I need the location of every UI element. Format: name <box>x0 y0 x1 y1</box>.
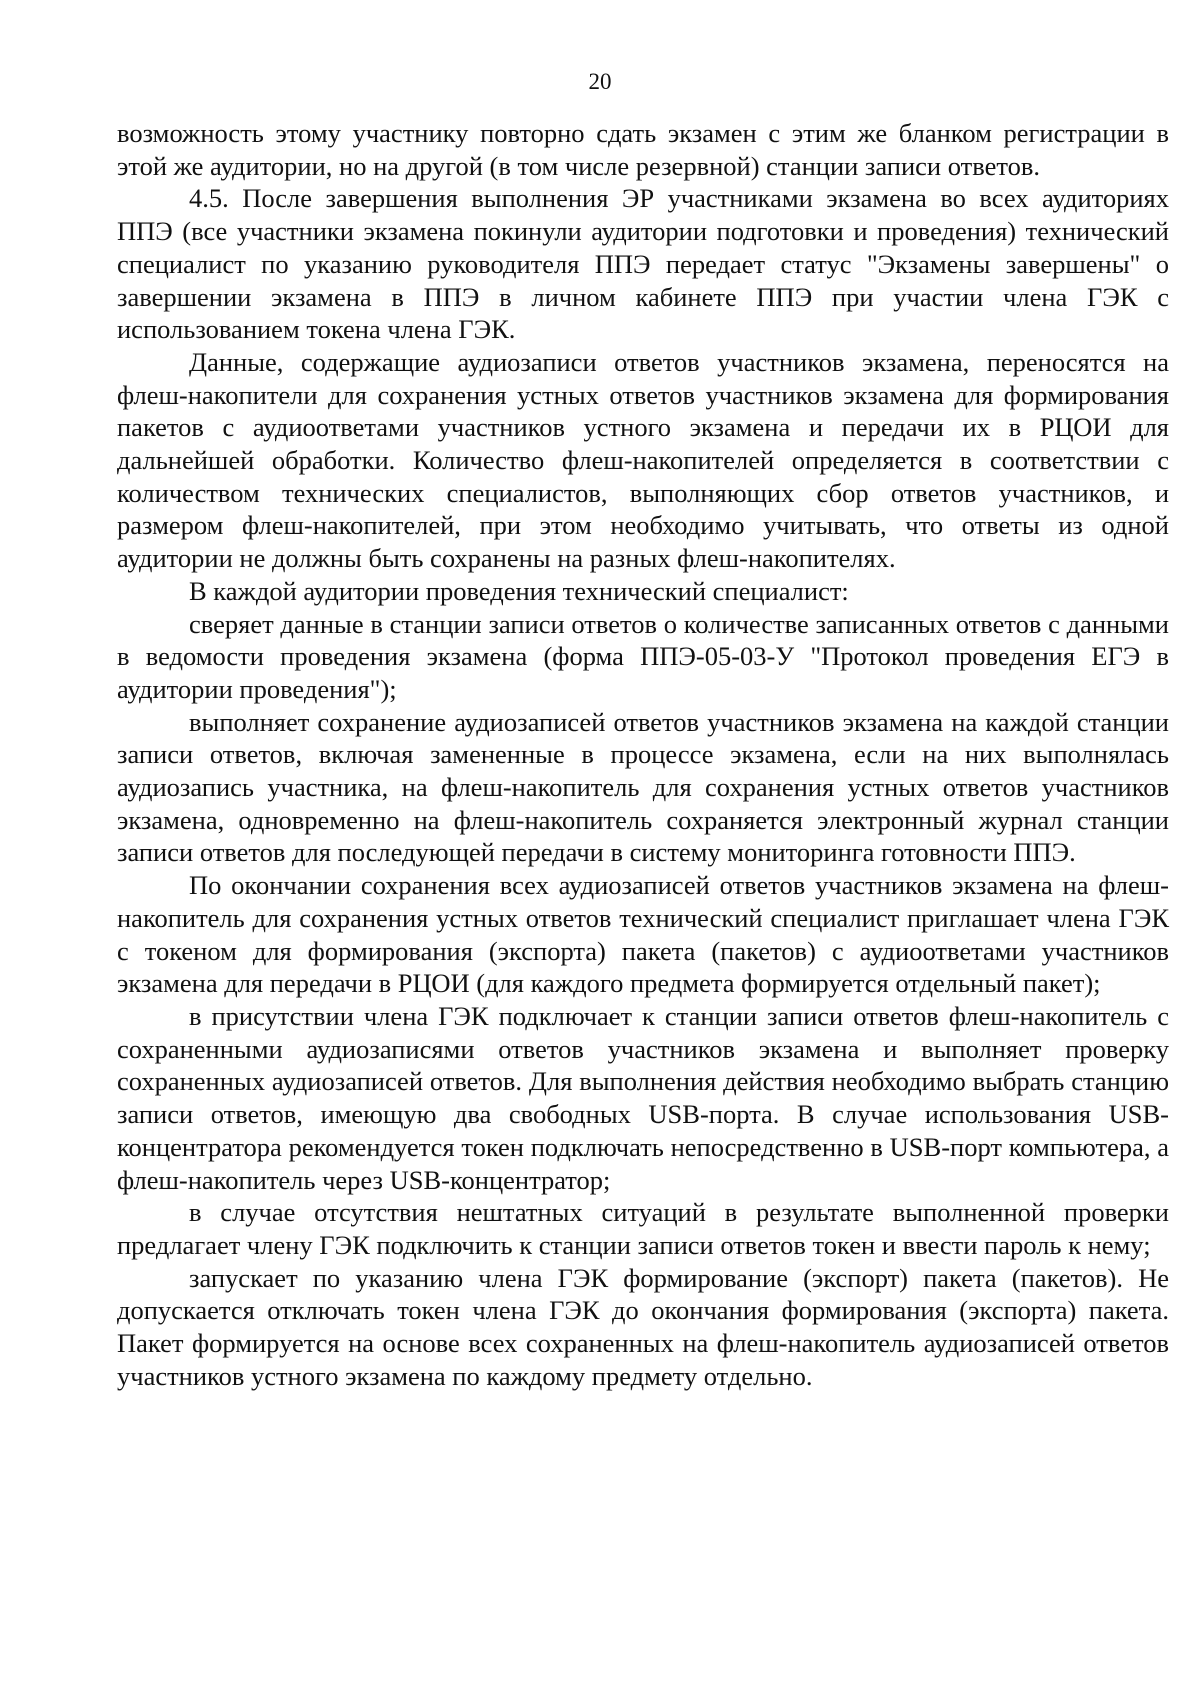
paragraph-3: Данные, содержащие аудиозаписи ответов участников экзамена, переносятся на флеш-накопители для сохранения устных ответов участников экзамена для формирования пакетов с аудиоответами участников устного экзамена и передачи их в РЦОИ для дальнейшей обработки. Количество флеш-накопителей определяется в соответствии с количеством технических специалистов, выполняющих сбор ответов участников, и размером флеш-накопителей, при этом необходимо учитывать, что ответы из одной аудитории не должны быть сохранены на разных флеш-накопителях. <box>117 346 1169 574</box>
paragraph-1: возможность этому участнику повторно сдать экзамен с этим же бланком регистрации в этой же аудитории, но на другой (в том числе резервной) станции записи ответов. <box>117 118 1169 181</box>
paragraph-4: В каждой аудитории проведения технический специалист: <box>189 575 849 606</box>
paragraph-6: выполняет сохранение аудиозаписей ответов участников экзамена на каждой станции записи ответов, включая замененные в процессе экзамена, если на них выполнялась аудиозапись участника, на флеш-накопитель для сохранения устных ответов участников экзамена, одновременно на флеш-накопитель сохраняется электронный журнал станции записи ответов для последующей передачи в систему мониторинга готовности ППЭ. <box>117 706 1169 868</box>
paragraph-10: запускает по указанию члена ГЭК формирование (экспорт) пакета (пакетов). Не допускается отключать токен члена ГЭК до окончания формирования (экспорта) пакета. Пакет формируется на основе всех сохраненных на флеш-накопитель аудиозаписей ответов участников устного экзамена по каждому предмету отдельно. <box>117 1262 1169 1391</box>
document-body <box>117 117 1169 1392</box>
paragraph-8: в присутствии члена ГЭК подключает к станции записи ответов флеш-накопитель с сохраненными аудиозаписями ответов участников экзамена и выполняет проверку сохраненных аудиозаписей ответов. Для выполнения действия необходимо выбрать станцию записи ответов, имеющую два свободных USB-порта. В случае использования USB-концентратора рекомендуется токен подключать непосредственно в USB-порт компьютера, а флеш-накопитель через USB-концентратор; <box>117 1000 1169 1195</box>
paragraph-5: сверяет данные в станции записи ответов о количестве записанных ответов с данными в ведомости проведения экзамена (форма ППЭ-05-03-У "Протокол проведения ЕГЭ в аудитории проведения"); <box>117 608 1169 704</box>
paragraph-2: 4.5. После завершения выполнения ЭР участниками экзамена во всех аудиториях ППЭ (все участники экзамена покинули аудитории подготовки и проведения) технический специалист по указанию руководителя ППЭ передает статус "Экзамены завершены" о завершении экзамена в ППЭ в личном кабинете ППЭ при участии члена ГЭК с использованием токена члена ГЭК. <box>117 183 1169 345</box>
page-number: 20 <box>588 69 612 94</box>
paragraph-7: По окончании сохранения всех аудиозаписей ответов участников экзамена на флеш-накопитель для сохранения устных ответов технический специалист приглашает члена ГЭК с токеном для формирования (экспорта) пакета (пакетов) с аудиоответами участников экзамена для передачи в РЦОИ (для каждого предмета формируется отдельный пакет); <box>117 870 1169 999</box>
paragraph-9: в случае отсутствия нештатных ситуаций в результате выполненной проверки предлагает члену ГЭК подключить к станции записи ответов токен и ввести пароль к нему; <box>117 1197 1169 1260</box>
